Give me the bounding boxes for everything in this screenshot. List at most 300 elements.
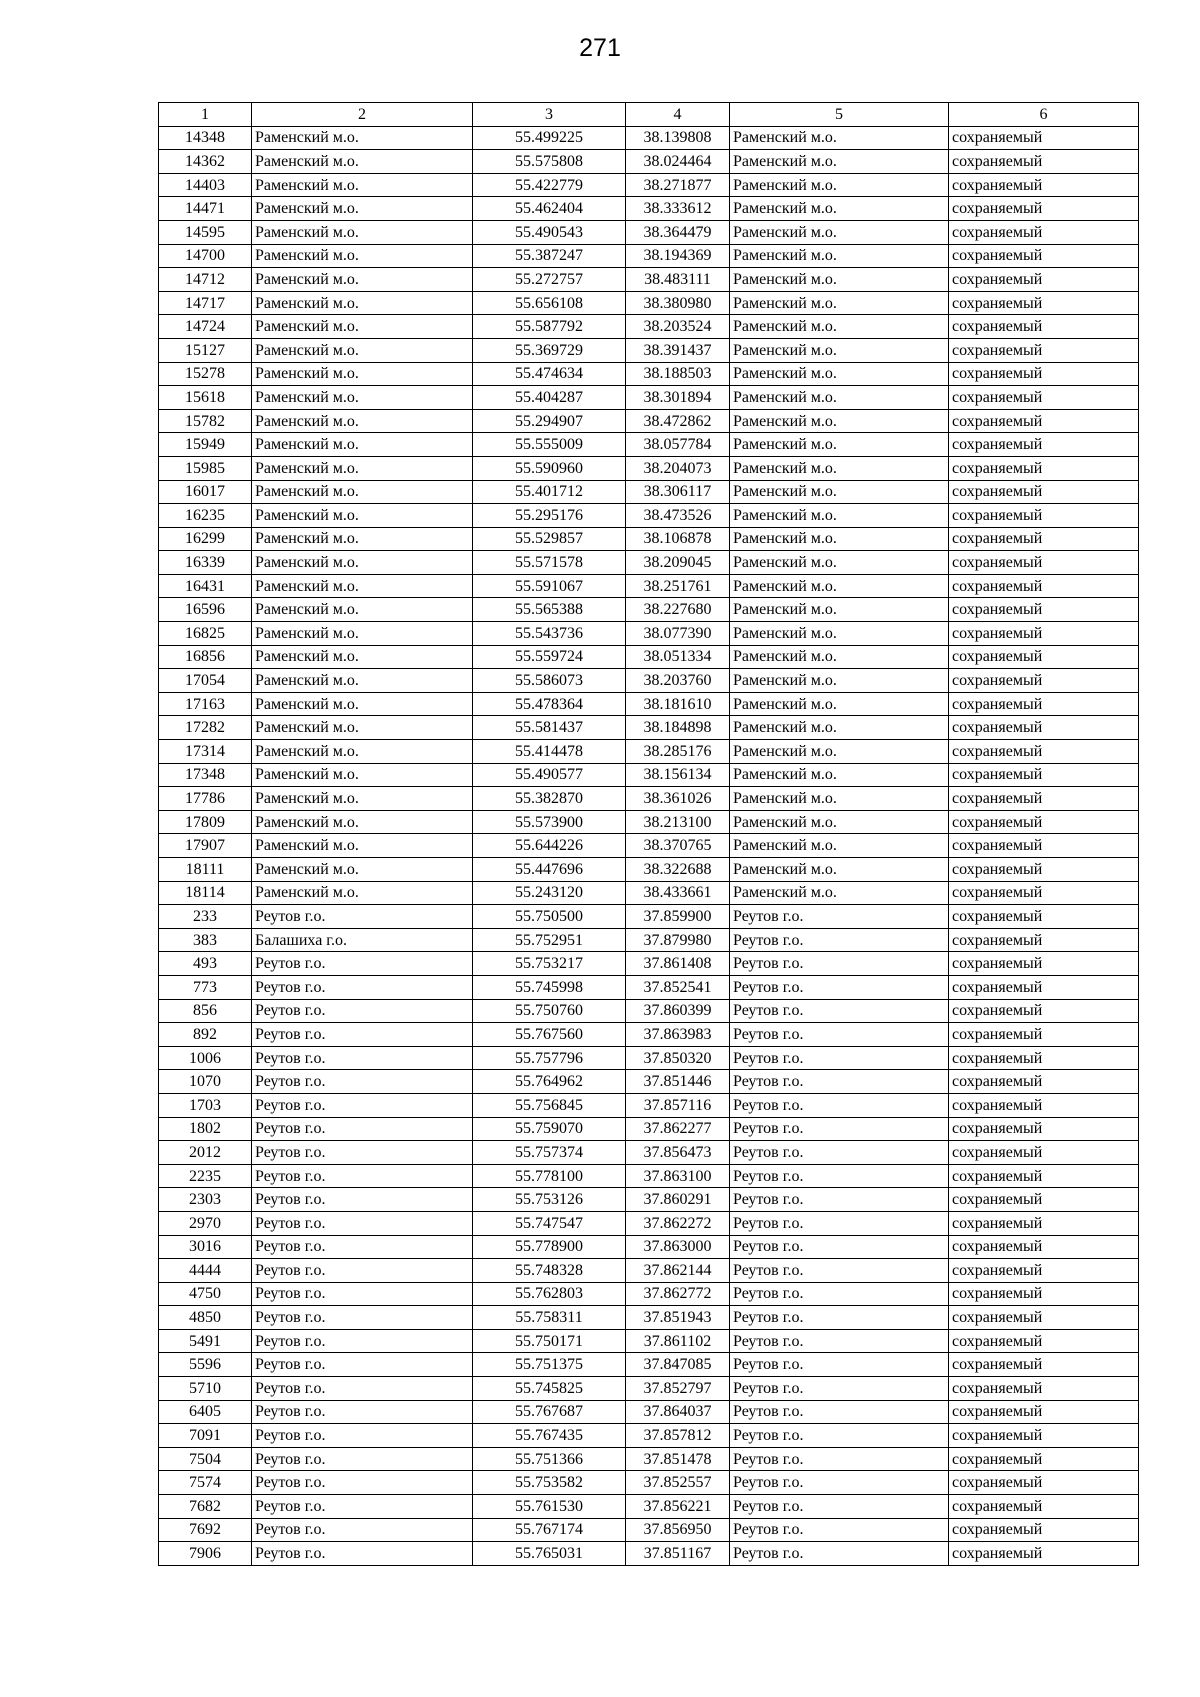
- cell-municipality: Раменский м.о.: [252, 504, 473, 528]
- cell-status: сохраняемый: [949, 1117, 1139, 1141]
- cell-status: сохраняемый: [949, 905, 1139, 929]
- cell-municipality: Раменский м.о.: [252, 527, 473, 551]
- table-row: [159, 551, 1139, 575]
- cell-id: 7574: [159, 1471, 252, 1495]
- cell-municipality-2: Реутов г.о.: [730, 1023, 949, 1047]
- cell-municipality: Раменский м.о.: [252, 622, 473, 646]
- cell-id: 5710: [159, 1377, 252, 1401]
- cell-latitude: 55.422779: [473, 173, 626, 197]
- cell-status: сохраняемый: [949, 409, 1139, 433]
- cell-id: 5491: [159, 1329, 252, 1353]
- cell-municipality: Раменский м.о.: [252, 598, 473, 622]
- cell-latitude: 55.401712: [473, 480, 626, 504]
- cell-municipality: Раменский м.о.: [252, 480, 473, 504]
- cell-latitude: 55.414478: [473, 740, 626, 764]
- cell-longitude: 37.879980: [626, 928, 730, 952]
- cell-latitude: 55.778100: [473, 1164, 626, 1188]
- cell-latitude: 55.756845: [473, 1093, 626, 1117]
- cell-latitude: 55.575808: [473, 150, 626, 174]
- cell-municipality: Раменский м.о.: [252, 362, 473, 386]
- cell-municipality-2: Раменский м.о.: [730, 173, 949, 197]
- cell-longitude: 37.851943: [626, 1306, 730, 1330]
- cell-latitude: 55.748328: [473, 1259, 626, 1283]
- cell-status: сохраняемый: [949, 881, 1139, 905]
- cell-status: сохраняемый: [949, 1259, 1139, 1283]
- cell-id: 14348: [159, 126, 252, 150]
- cell-municipality-2: Реутов г.о.: [730, 1447, 949, 1471]
- cell-status: сохраняемый: [949, 1046, 1139, 1070]
- cell-latitude: 55.750500: [473, 905, 626, 929]
- cell-municipality: Реутов г.о.: [252, 1023, 473, 1047]
- cell-municipality-2: Раменский м.о.: [730, 858, 949, 882]
- cell-longitude: 38.184898: [626, 716, 730, 740]
- cell-municipality-2: Раменский м.о.: [730, 551, 949, 575]
- cell-status: сохраняемый: [949, 763, 1139, 787]
- cell-status: сохраняемый: [949, 952, 1139, 976]
- cell-municipality: Реутов г.о.: [252, 1188, 473, 1212]
- cell-longitude: 37.862272: [626, 1211, 730, 1235]
- cell-municipality-2: Реутов г.о.: [730, 1282, 949, 1306]
- table-row: [159, 386, 1139, 410]
- cell-latitude: 55.751375: [473, 1353, 626, 1377]
- cell-status: сохраняемый: [949, 622, 1139, 646]
- cell-municipality-2: Раменский м.о.: [730, 362, 949, 386]
- cell-id: 233: [159, 905, 252, 929]
- table-row: [159, 1070, 1139, 1094]
- cell-id: 17809: [159, 810, 252, 834]
- cell-id: 1703: [159, 1093, 252, 1117]
- cell-id: 14717: [159, 291, 252, 315]
- cell-longitude: 38.188503: [626, 362, 730, 386]
- cell-id: 7091: [159, 1424, 252, 1448]
- table-row: [159, 315, 1139, 339]
- cell-municipality-2: Раменский м.о.: [730, 669, 949, 693]
- table-row: [159, 1188, 1139, 1212]
- table-row: [159, 126, 1139, 150]
- cell-latitude: 55.753217: [473, 952, 626, 976]
- cell-municipality: Раменский м.о.: [252, 740, 473, 764]
- cell-longitude: 38.077390: [626, 622, 730, 646]
- cell-municipality: Реутов г.о.: [252, 999, 473, 1023]
- table-row: [159, 1117, 1139, 1141]
- cell-longitude: 38.209045: [626, 551, 730, 575]
- cell-municipality-2: Раменский м.о.: [730, 315, 949, 339]
- table-row: [159, 952, 1139, 976]
- cell-latitude: 55.757796: [473, 1046, 626, 1070]
- cell-id: 15618: [159, 386, 252, 410]
- cell-latitude: 55.490577: [473, 763, 626, 787]
- cell-municipality: Раменский м.о.: [252, 338, 473, 362]
- cell-longitude: 37.857812: [626, 1424, 730, 1448]
- cell-municipality-2: Реутов г.о.: [730, 1093, 949, 1117]
- cell-longitude: 38.139808: [626, 126, 730, 150]
- cell-latitude: 55.272757: [473, 268, 626, 292]
- cell-municipality: Реутов г.о.: [252, 1377, 473, 1401]
- table-row: [159, 150, 1139, 174]
- cell-latitude: 55.757374: [473, 1141, 626, 1165]
- table-row: [159, 1400, 1139, 1424]
- cell-latitude: 55.765031: [473, 1542, 626, 1566]
- cell-latitude: 55.751366: [473, 1447, 626, 1471]
- cell-municipality: Раменский м.о.: [252, 150, 473, 174]
- table-row: [159, 763, 1139, 787]
- cell-id: 18111: [159, 858, 252, 882]
- cell-longitude: 38.156134: [626, 763, 730, 787]
- cell-longitude: 38.271877: [626, 173, 730, 197]
- cell-status: сохраняемый: [949, 456, 1139, 480]
- cell-municipality-2: Раменский м.о.: [730, 220, 949, 244]
- cell-municipality: Реутов г.о.: [252, 1400, 473, 1424]
- cell-latitude: 55.499225: [473, 126, 626, 150]
- cell-longitude: 37.863100: [626, 1164, 730, 1188]
- cell-id: 14403: [159, 173, 252, 197]
- cell-longitude: 37.847085: [626, 1353, 730, 1377]
- cell-latitude: 55.745998: [473, 975, 626, 999]
- page-number: 271: [579, 34, 621, 62]
- cell-latitude: 55.656108: [473, 291, 626, 315]
- cell-longitude: 38.051334: [626, 645, 730, 669]
- cell-municipality-2: Реутов г.о.: [730, 1211, 949, 1235]
- cell-status: сохраняемый: [949, 1141, 1139, 1165]
- cell-latitude: 55.750171: [473, 1329, 626, 1353]
- cell-status: сохраняемый: [949, 150, 1139, 174]
- table-row: [159, 1164, 1139, 1188]
- cell-status: сохраняемый: [949, 315, 1139, 339]
- cell-municipality-2: Раменский м.о.: [730, 338, 949, 362]
- table-row: [159, 975, 1139, 999]
- cell-status: сохраняемый: [949, 1306, 1139, 1330]
- cell-municipality-2: Раменский м.о.: [730, 763, 949, 787]
- cell-municipality: Раменский м.о.: [252, 692, 473, 716]
- cell-status: сохраняемый: [949, 669, 1139, 693]
- table-row: [159, 881, 1139, 905]
- cell-id: 15127: [159, 338, 252, 362]
- cell-id: 7504: [159, 1447, 252, 1471]
- cell-status: сохраняемый: [949, 1188, 1139, 1212]
- table-row: [159, 527, 1139, 551]
- cell-id: 892: [159, 1023, 252, 1047]
- cell-longitude: 37.863000: [626, 1235, 730, 1259]
- table-row: [159, 1235, 1139, 1259]
- cell-id: 1070: [159, 1070, 252, 1094]
- cell-municipality-2: Раменский м.о.: [730, 197, 949, 221]
- table-header-row: [159, 103, 1139, 127]
- cell-id: 856: [159, 999, 252, 1023]
- cell-longitude: 38.380980: [626, 291, 730, 315]
- cell-status: сохраняемый: [949, 173, 1139, 197]
- cell-longitude: 37.860399: [626, 999, 730, 1023]
- cell-id: 14595: [159, 220, 252, 244]
- cell-municipality-2: Раменский м.о.: [730, 598, 949, 622]
- cell-municipality-2: Реутов г.о.: [730, 1070, 949, 1094]
- table-row: [159, 834, 1139, 858]
- cell-municipality-2: Раменский м.о.: [730, 881, 949, 905]
- column-header: 4: [626, 103, 730, 127]
- cell-longitude: 37.857116: [626, 1093, 730, 1117]
- cell-municipality: Раменский м.о.: [252, 220, 473, 244]
- table-row: [159, 338, 1139, 362]
- table-row: [159, 810, 1139, 834]
- cell-latitude: 55.295176: [473, 504, 626, 528]
- column-header: 5: [730, 103, 949, 127]
- cell-latitude: 55.559724: [473, 645, 626, 669]
- cell-status: сохраняемый: [949, 433, 1139, 457]
- table-row: [159, 1353, 1139, 1377]
- cell-municipality: Реутов г.о.: [252, 1447, 473, 1471]
- cell-id: 16856: [159, 645, 252, 669]
- column-header: 6: [949, 103, 1139, 127]
- cell-longitude: 38.181610: [626, 692, 730, 716]
- cell-municipality: Раменский м.о.: [252, 834, 473, 858]
- table-row: [159, 740, 1139, 764]
- cell-municipality-2: Реутов г.о.: [730, 975, 949, 999]
- cell-municipality: Раменский м.о.: [252, 291, 473, 315]
- cell-longitude: 38.483111: [626, 268, 730, 292]
- cell-longitude: 38.057784: [626, 433, 730, 457]
- cell-municipality: Реутов г.о.: [252, 1282, 473, 1306]
- cell-latitude: 55.767174: [473, 1518, 626, 1542]
- cell-status: сохраняемый: [949, 1377, 1139, 1401]
- table-row: [159, 669, 1139, 693]
- cell-municipality: Раменский м.о.: [252, 574, 473, 598]
- table-row: [159, 1518, 1139, 1542]
- cell-longitude: 38.433661: [626, 881, 730, 905]
- cell-municipality: Реутов г.о.: [252, 1424, 473, 1448]
- cell-municipality-2: Раменский м.о.: [730, 150, 949, 174]
- cell-latitude: 55.767435: [473, 1424, 626, 1448]
- cell-municipality: Раменский м.о.: [252, 456, 473, 480]
- table-row: [159, 598, 1139, 622]
- cell-municipality: Реутов г.о.: [252, 1542, 473, 1566]
- cell-municipality-2: Раменский м.о.: [730, 574, 949, 598]
- cell-municipality: Реутов г.о.: [252, 1117, 473, 1141]
- table-row: [159, 1542, 1139, 1566]
- cell-status: сохраняемый: [949, 787, 1139, 811]
- cell-latitude: 55.745825: [473, 1377, 626, 1401]
- cell-municipality-2: Раменский м.о.: [730, 456, 949, 480]
- cell-latitude: 55.758311: [473, 1306, 626, 1330]
- cell-longitude: 38.204073: [626, 456, 730, 480]
- cell-municipality: Раменский м.о.: [252, 244, 473, 268]
- cell-municipality-2: Раменский м.о.: [730, 787, 949, 811]
- table-row: [159, 692, 1139, 716]
- cell-longitude: 37.862144: [626, 1259, 730, 1283]
- cell-municipality: Раменский м.о.: [252, 858, 473, 882]
- cell-municipality-2: Реутов г.о.: [730, 1424, 949, 1448]
- cell-municipality: Раменский м.о.: [252, 787, 473, 811]
- cell-id: 2235: [159, 1164, 252, 1188]
- cell-municipality: Раменский м.о.: [252, 197, 473, 221]
- cell-id: 14700: [159, 244, 252, 268]
- cell-status: сохраняемый: [949, 362, 1139, 386]
- cell-municipality-2: Раменский м.о.: [730, 527, 949, 551]
- cell-latitude: 55.565388: [473, 598, 626, 622]
- table-row: [159, 1211, 1139, 1235]
- cell-municipality: Раменский м.о.: [252, 386, 473, 410]
- cell-latitude: 55.573900: [473, 810, 626, 834]
- cell-status: сохраняемый: [949, 645, 1139, 669]
- cell-id: 14724: [159, 315, 252, 339]
- cell-status: сохраняемый: [949, 1282, 1139, 1306]
- cell-id: 4444: [159, 1259, 252, 1283]
- cell-latitude: 55.387247: [473, 244, 626, 268]
- cell-municipality: Реутов г.о.: [252, 905, 473, 929]
- table-row: [159, 220, 1139, 244]
- cell-status: сохраняемый: [949, 1471, 1139, 1495]
- table-row: [159, 197, 1139, 221]
- cell-municipality-2: Реутов г.о.: [730, 952, 949, 976]
- cell-latitude: 55.478364: [473, 692, 626, 716]
- table-row: [159, 905, 1139, 929]
- cell-municipality-2: Реутов г.о.: [730, 1495, 949, 1519]
- cell-longitude: 38.285176: [626, 740, 730, 764]
- cell-status: сохраняемый: [949, 999, 1139, 1023]
- cell-latitude: 55.543736: [473, 622, 626, 646]
- cell-municipality-2: Раменский м.о.: [730, 291, 949, 315]
- cell-longitude: 37.852557: [626, 1471, 730, 1495]
- table-row: [159, 173, 1139, 197]
- cell-longitude: 38.333612: [626, 197, 730, 221]
- cell-municipality-2: Раменский м.о.: [730, 480, 949, 504]
- cell-municipality: Реутов г.о.: [252, 1164, 473, 1188]
- cell-municipality: Раменский м.о.: [252, 551, 473, 575]
- cell-id: 17348: [159, 763, 252, 787]
- cell-municipality-2: Раменский м.о.: [730, 504, 949, 528]
- cell-longitude: 38.472862: [626, 409, 730, 433]
- cell-latitude: 55.761530: [473, 1495, 626, 1519]
- cell-latitude: 55.764962: [473, 1070, 626, 1094]
- cell-longitude: 38.194369: [626, 244, 730, 268]
- cell-municipality-2: Реутов г.о.: [730, 1542, 949, 1566]
- cell-municipality: Раменский м.о.: [252, 126, 473, 150]
- table-row: [159, 456, 1139, 480]
- cell-latitude: 55.404287: [473, 386, 626, 410]
- cell-status: сохраняемый: [949, 220, 1139, 244]
- cell-longitude: 37.856221: [626, 1495, 730, 1519]
- table-row: [159, 787, 1139, 811]
- cell-latitude: 55.753582: [473, 1471, 626, 1495]
- column-header: 3: [473, 103, 626, 127]
- cell-id: 17282: [159, 716, 252, 740]
- cell-id: 16017: [159, 480, 252, 504]
- cell-id: 16339: [159, 551, 252, 575]
- cell-longitude: 38.227680: [626, 598, 730, 622]
- cell-status: сохраняемый: [949, 1093, 1139, 1117]
- cell-municipality: Реутов г.о.: [252, 1471, 473, 1495]
- cell-longitude: 37.852797: [626, 1377, 730, 1401]
- cell-id: 7682: [159, 1495, 252, 1519]
- cell-id: 7692: [159, 1518, 252, 1542]
- cell-id: 14362: [159, 150, 252, 174]
- cell-municipality-2: Раменский м.о.: [730, 126, 949, 150]
- cell-longitude: 38.213100: [626, 810, 730, 834]
- cell-id: 773: [159, 975, 252, 999]
- cell-municipality: Реутов г.о.: [252, 1070, 473, 1094]
- table-row: [159, 574, 1139, 598]
- cell-id: 17907: [159, 834, 252, 858]
- cell-latitude: 55.590960: [473, 456, 626, 480]
- cell-municipality: Раменский м.о.: [252, 669, 473, 693]
- cell-longitude: 38.301894: [626, 386, 730, 410]
- cell-longitude: 37.856473: [626, 1141, 730, 1165]
- cell-municipality: Раменский м.о.: [252, 409, 473, 433]
- cell-id: 17054: [159, 669, 252, 693]
- cell-longitude: 37.862277: [626, 1117, 730, 1141]
- cell-status: сохраняемый: [949, 1400, 1139, 1424]
- table-row: [159, 1471, 1139, 1495]
- cell-status: сохраняемый: [949, 527, 1139, 551]
- cell-id: 16235: [159, 504, 252, 528]
- cell-id: 4850: [159, 1306, 252, 1330]
- table-row: [159, 504, 1139, 528]
- cell-municipality: Раменский м.о.: [252, 173, 473, 197]
- cell-status: сохраняемый: [949, 126, 1139, 150]
- cell-id: 15985: [159, 456, 252, 480]
- cell-id: 3016: [159, 1235, 252, 1259]
- cell-longitude: 37.863983: [626, 1023, 730, 1047]
- cell-longitude: 37.864037: [626, 1400, 730, 1424]
- cell-longitude: 38.322688: [626, 858, 730, 882]
- cell-municipality-2: Реутов г.о.: [730, 1235, 949, 1259]
- cell-longitude: 38.370765: [626, 834, 730, 858]
- cell-status: сохраняемый: [949, 858, 1139, 882]
- cell-longitude: 37.861408: [626, 952, 730, 976]
- cell-municipality-2: Раменский м.о.: [730, 244, 949, 268]
- cell-municipality-2: Реутов г.о.: [730, 1117, 949, 1141]
- table-body: [159, 126, 1139, 1565]
- cell-longitude: 38.024464: [626, 150, 730, 174]
- cell-status: сохраняемый: [949, 692, 1139, 716]
- cell-status: сохраняемый: [949, 1542, 1139, 1566]
- cell-municipality: Раменский м.о.: [252, 716, 473, 740]
- cell-id: 5596: [159, 1353, 252, 1377]
- cell-municipality: Реутов г.о.: [252, 1093, 473, 1117]
- table-row: [159, 1259, 1139, 1283]
- cell-municipality: Реутов г.о.: [252, 952, 473, 976]
- cell-municipality: Реутов г.о.: [252, 1518, 473, 1542]
- cell-status: сохраняемый: [949, 1424, 1139, 1448]
- cell-status: сохраняемый: [949, 1329, 1139, 1353]
- cell-municipality-2: Реутов г.о.: [730, 1353, 949, 1377]
- cell-municipality-2: Раменский м.о.: [730, 386, 949, 410]
- cell-municipality: Раменский м.о.: [252, 881, 473, 905]
- table-row: [159, 433, 1139, 457]
- cell-id: 493: [159, 952, 252, 976]
- cell-municipality-2: Реутов г.о.: [730, 928, 949, 952]
- cell-latitude: 55.581437: [473, 716, 626, 740]
- cell-latitude: 55.382870: [473, 787, 626, 811]
- cell-longitude: 37.856950: [626, 1518, 730, 1542]
- cell-id: 18114: [159, 881, 252, 905]
- cell-longitude: 38.251761: [626, 574, 730, 598]
- table-row: [159, 1141, 1139, 1165]
- table-row: [159, 928, 1139, 952]
- cell-municipality-2: Реутов г.о.: [730, 1377, 949, 1401]
- cell-latitude: 55.587792: [473, 315, 626, 339]
- cell-latitude: 55.243120: [473, 881, 626, 905]
- cell-status: сохраняемый: [949, 551, 1139, 575]
- cell-id: 14712: [159, 268, 252, 292]
- cell-latitude: 55.586073: [473, 669, 626, 693]
- cell-status: сохраняемый: [949, 504, 1139, 528]
- cell-id: 16431: [159, 574, 252, 598]
- table-row: [159, 1023, 1139, 1047]
- cell-id: 1006: [159, 1046, 252, 1070]
- cell-municipality-2: Раменский м.о.: [730, 268, 949, 292]
- cell-municipality-2: Реутов г.о.: [730, 905, 949, 929]
- cell-municipality: Реутов г.о.: [252, 975, 473, 999]
- cell-municipality-2: Реутов г.о.: [730, 1188, 949, 1212]
